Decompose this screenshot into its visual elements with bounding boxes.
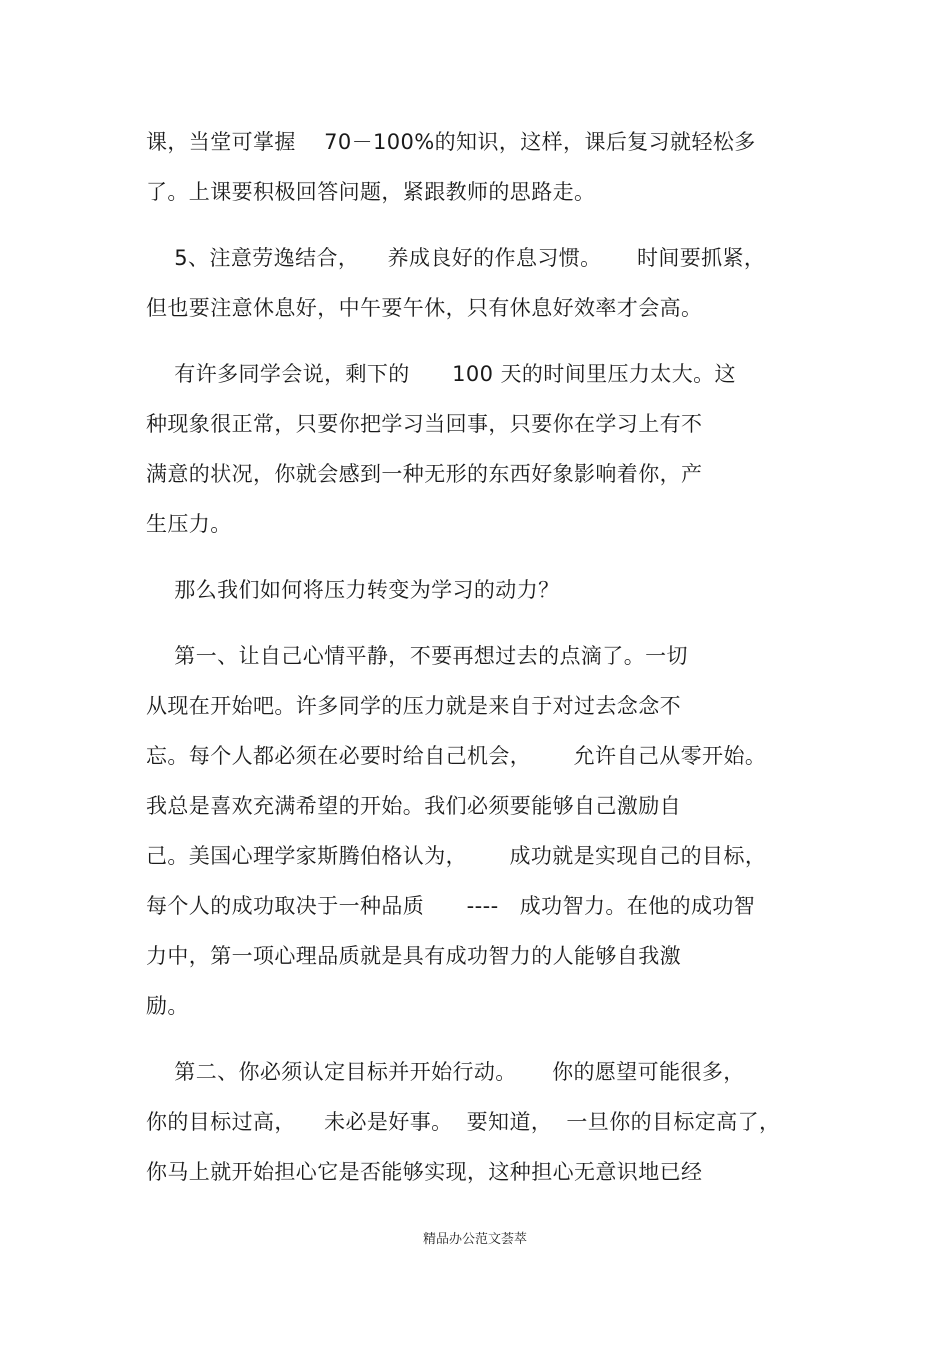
text-line: 第二、你必须认定目标并开始行动。 你的愿望可能很多，: [146, 1060, 745, 1084]
text-line: 第一、让自己心情平静，不要再想过去的点滴了。一切: [146, 644, 688, 668]
text-line: 满意的状况，你就会感到一种无形的东西好象影响着你，产: [146, 462, 703, 486]
text-line: 从现在开始吧。许多同学的压力就是来自于对过去念念不: [146, 694, 681, 718]
text-line: 励。: [146, 994, 189, 1018]
text-line: 了。上课要积极回答问题，紧跟教师的思路走。: [146, 180, 596, 204]
page-footer: 精品办公范文荟萃: [422, 1232, 527, 1247]
text-line: 生压力。: [146, 512, 232, 536]
text-line: 你马上就开始担心它是否能够实现，这种担心无意识地已经: [146, 1160, 703, 1184]
text-line: 有许多同学会说，剩下的 100 天的时间里压力太大。这: [146, 362, 736, 386]
text-line: 忘。每个人都必须在必要时给自己机会， 允许自己从零开始。: [146, 744, 767, 768]
text-line: 课，当堂可掌握 70－100%的知识，这样，课后复习就轻松多: [146, 130, 756, 154]
text-line: 每个人的成功取决于一种品质 ---- 成功智力。在他的成功智: [146, 894, 756, 918]
text-line: 己。美国心理学家斯腾伯格认为， 成功就是实现自己的目标，: [146, 844, 767, 868]
text-line: 我总是喜欢充满希望的开始。我们必须要能够自己激励自: [146, 794, 681, 818]
text-line: 但也要注意休息好，中午要午休，只有休息好效率才会高。: [146, 296, 703, 320]
text-line: 5、注意劳逸结合， 养成良好的作息习惯。 时间要抓紧，: [146, 246, 766, 270]
text-line: 那么我们如何将压力转变为学习的动力？: [146, 578, 560, 602]
text-line: 你的目标过高， 未必是好事。 要知道， 一旦你的目标定高了，: [146, 1110, 781, 1134]
text-line: 种现象很正常，只要你把学习当回事，只要你在学习上有不: [146, 412, 703, 436]
text-line: 力中，第一项心理品质就是具有成功智力的人能够自我激: [146, 944, 681, 968]
